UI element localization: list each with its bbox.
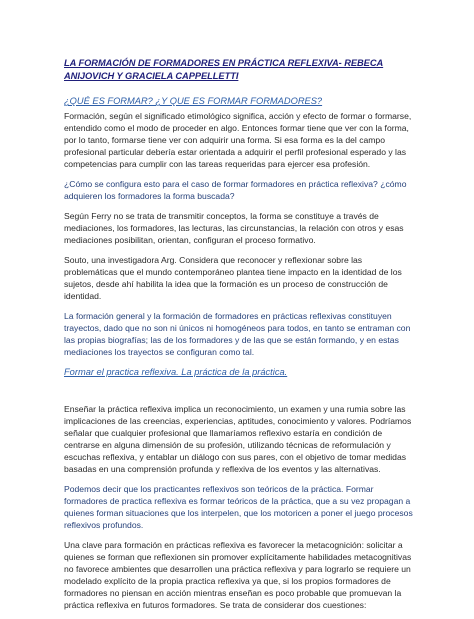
blank-space [64,381,417,403]
paragraph-teoricos: Podemos decir que los practicantes reflexivos son teóricos de la práctica. Formar formadores de practica reflexiva es formar teóricos de la práctica, que a su vez propagan a quienes forman situaciones que los interpelen, que los motoricen a poner el juego procesos reflexivos profundos. [64,484,413,530]
paragraph-trayectos: La formación general y la formación de formadores en prácticas reflexivas constituyen trayectos, dado que no son ni únicos ni homogéneos para todos, en tanto se entraman con las propias biografías; las de los formadores y de las que se están formando, y en estas mediaciones los trayectos se configuran como tal. [64,311,411,357]
paragraph-formacion: Formación, según el significado etimológico significa, acción y efecto de formar o formarse, entendido como el modo de proceder en algo. Entonces formar tiene que ver con la forma, por lo tanto, formarse tiene ver con adquirir una forma. Si esa forma es la del campo profesional particular debería estar orientada a adquirir el perfil profesional esperado y las competencias para cumplir con las tareas requeridas para ejercer esa profesión. [64,111,412,169]
section-question: ¿QUÉ ES FORMAR? ¿Y QUE ES FORMAR FORMADORES? [64,96,323,106]
document-title: LA FORMACIÓN DE FORMADORES EN PRÁCTICA REFLEXIVA- REBECA ANIJOVICH Y GRACIELA CAPPELLETTI [64,58,384,81]
paragraph-como-configura: ¿Cómo se configura esto para el caso de formar formadores en práctica reflexiva? ¿cómo adquieren los formadores la forma buscada? [64,179,407,201]
paragraph-ferry: Según Ferry no se trata de transmitir conceptos, la forma se constituye a través de mediaciones, los formadores, las lecturas, las circunstancias, la relación con otros y esas mediaciones posibilitan, orientan, configuran el proceso formativo. [64,211,404,245]
paragraph-ensenar: Enseñar la práctica reflexiva implica un reconocimiento, un examen y una rumia sobre las implicaciones de las creencias, experiencias, aptitudes, conocimiento y valores. Podríamos señalar que cualquier profesional que llamaríamos reflexivo estaría en condición de centrarse en alguna dimensión de su profesión, utilizando técnicas de reformulación y escuchas reflexiva, y entablar un diálogo con sus pares, con el objetivo de tomar medidas basadas en una comprensión profunda y reflexiva de los eventos y las alternativas. [64,404,412,474]
section-subheading: Formar el practica reflexiva. La práctica de la práctica. [64,367,288,377]
document-content [64,57,417,619]
paragraph-souto: Souto, una investigadora Arg. Considera que reconocer y reflexionar sobre las problemáticas que el mundo contemporáneo plantea tiene impacto en la identidad de los sujetos, desde ahí habilita la idea que la formación es un proceso de construcción de identidad. [64,255,402,301]
paragraph-metacognicion: Una clave para formación en prácticas reflexiva es favorecer la metacognición: solicitar a quienes se forman que reflexionen sin promover explícitamente habilidades metacognitivas no favorece ambientes que desarrollen una práctica reflexiva y para lograrlo se requiere un modelado explícito de la propia practica reflexiva ya que, si los propios formadores de formadores no piensan en acción mientras enseñan es poco probable que promuevan la práctica reflexiva en futuros formadores. Se trata de considerar dos cuestiones: [64,540,412,610]
